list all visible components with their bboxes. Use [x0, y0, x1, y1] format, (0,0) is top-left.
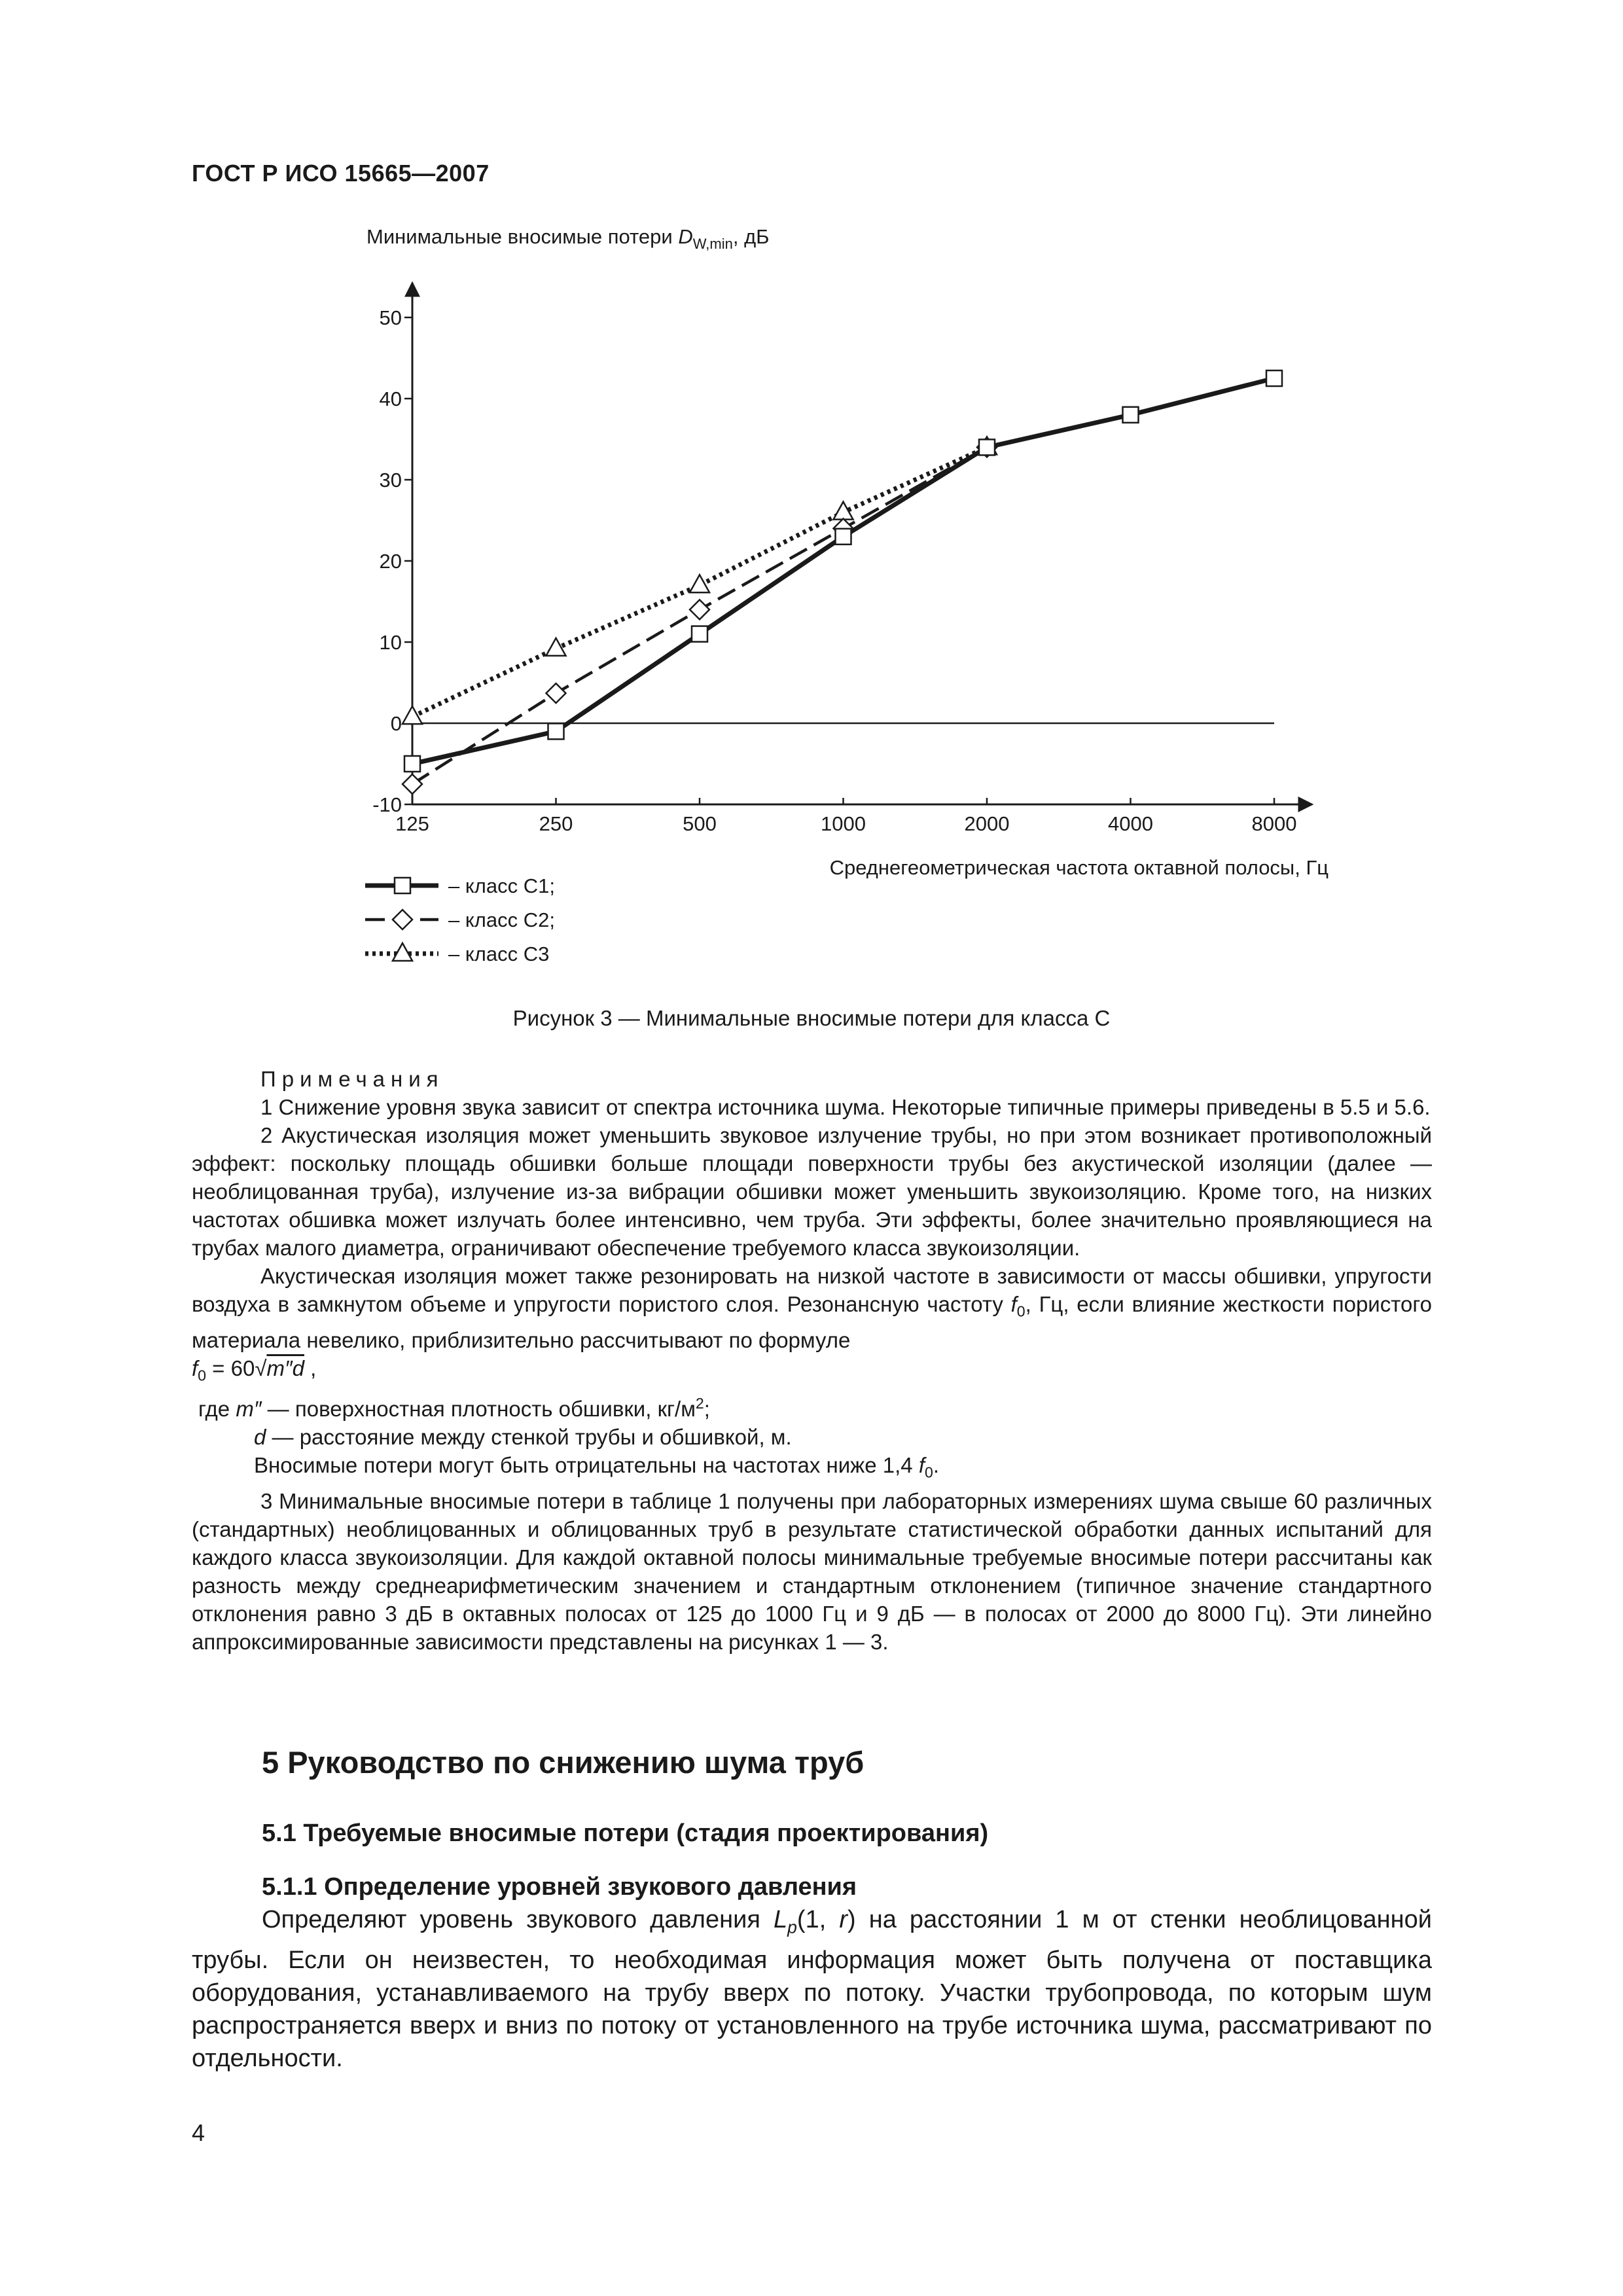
section-5-1-1-heading: 5.1.1 Определение уровней звукового давления [262, 1873, 857, 1901]
y-axis-label: Минимальные вносимые потери $D_{W,min}$, дБ [366, 225, 770, 252]
x-tick-label: 1000 [821, 812, 866, 835]
note-3: 3 Минимальные вносимые потери в таблице 1 получены при лабораторных измерениях шума свыше 60 различных (стандартных) необлицованных и облицованных труб в результате статистической обработки данных испытаний для каждого класса звукоизоляции. Для каждой октавной полосы минимальные требуемые вносимые потери рассчитаны как разность между среднеарифметическим значением и стандартным отклонением (типичное значение стандартного отклонения равно 3 дБ в октавных полосах от 125 до 1000 Гц и 9 дБ — в полосах от 2000 до 8000 Гц). Эти линейно аппроксимированные зависимости представлены на рисунках 1 — 3. [192, 1488, 1432, 1654]
x-tick-label: 500 [683, 812, 717, 835]
note-2: 2 Акустическая изоляция может уменьшить звуковое излучение трубы, но при этом возникает противоположный эффект: поскольку площадь обшивки больше площади поверхности трубы без акустической изоляции (далее — необлицованная труба), излучение из-за вибрации обшивки может уменьшить звукоизоляцию. Кроме того, на низких частотах обшивка может излучать более интенсивно, чем труба. Эти эффекты, более значительно проявляющиеся на трубах малого диаметра, ограничивают обеспечение требуемого класса звукоизоляции. [192, 1123, 1432, 1260]
x-tick-label: 4000 [1108, 812, 1153, 835]
legend-marker-diamond [393, 910, 412, 929]
note-2-resonance: Акустическая изоляция может также резонировать на низкой частоте в зависимости от массы обшивки, упругости воздуха в замкнутом объеме и упругости пористого слоя. Резонансную частоту $f_0$, Гц, если влияние жесткости пористого материала невелико, приблизительно рассчитывают по формуле [192, 1264, 1433, 1352]
data-point-square [1123, 407, 1139, 423]
negative-note: Вносимые потери могут быть отрицательны на частотах ниже 1,4 $f_0$. [254, 1453, 939, 1481]
legend-label: – класс C1; [448, 874, 555, 897]
x-axis-label: Среднегеометрическая частота октавной полосы, Гц [829, 856, 1329, 879]
where-m: где m″ — поверхностная плотность обшивки, $кг/м^2$; [198, 1395, 710, 1422]
data-point-diamond [402, 774, 422, 794]
page-number: 4 [192, 2119, 205, 2146]
section-5-1-heading: 5.1 Требуемые вносимые потери (стадия проектирования) [262, 1820, 989, 1847]
y-tick-label: 50 [379, 306, 402, 329]
formula: $f_0 = 60√m''d$ , [192, 1355, 317, 1384]
section-5-1-1-body: Определяют уровень звукового давления $L_p(1$, r) на расстоянии 1 м от стенки необлицованной трубы. Если он неизвестен, то необходимая информация может быть получена от поставщика оборудования, устанавливаемого на трубу вверх по потоку. Участки трубопровода, по которым шум распространяется вверх и вниз по потоку от установленного на трубе источника шума, рассматривают по отдельности. [192, 1906, 1432, 2072]
x-tick-label: 2000 [964, 812, 1010, 835]
section-5-heading: 5 Руководство по снижению шума труб [262, 1745, 865, 1780]
document-header: ГОСТ Р ИСО 15665—2007 [192, 160, 490, 187]
data-point-square [836, 529, 851, 545]
x-tick-label: 250 [539, 812, 573, 835]
chart-ticks [372, 306, 1296, 835]
chart-legend [365, 874, 555, 965]
data-point-diamond [546, 683, 566, 703]
data-point-triangle [402, 706, 422, 724]
series-line-square [412, 378, 1274, 764]
data-point-square [1266, 370, 1282, 386]
data-point-square [692, 626, 707, 642]
y-tick-label: 20 [379, 550, 402, 573]
y-tick-label: -10 [372, 793, 402, 816]
data-point-diamond [690, 600, 709, 619]
notes-title: Примечания [260, 1067, 444, 1091]
notes-block [192, 1065, 1432, 1656]
where-d: d — расстояние между стенкой трубы и обшивкой, м. [254, 1425, 792, 1450]
figure-caption: Рисунок 3 — Минимальные вносимые потери для класса С [512, 1006, 1111, 1030]
data-point-triangle [690, 575, 709, 592]
data-point-square [979, 439, 995, 455]
y-tick-label: 0 [390, 712, 402, 735]
legend-marker-square [395, 878, 410, 893]
x-tick-label: 8000 [1251, 812, 1297, 835]
x-tick-label: 125 [395, 812, 429, 835]
legend-label: – класс C2; [448, 908, 555, 931]
legend-label: – класс C3 [448, 942, 550, 965]
data-point-square [404, 756, 420, 772]
insertion-loss-chart [301, 209, 1361, 982]
y-tick-label: 30 [379, 469, 402, 492]
data-point-square [548, 723, 564, 739]
note-1: 1 Снижение уровня звука зависит от спектра источника шума. Некоторые типичные примеры приведены в 5.5 и 5.6. [260, 1095, 1431, 1119]
y-tick-label: 10 [379, 631, 402, 654]
chart-series [402, 370, 1282, 794]
y-tick-label: 40 [379, 387, 402, 410]
